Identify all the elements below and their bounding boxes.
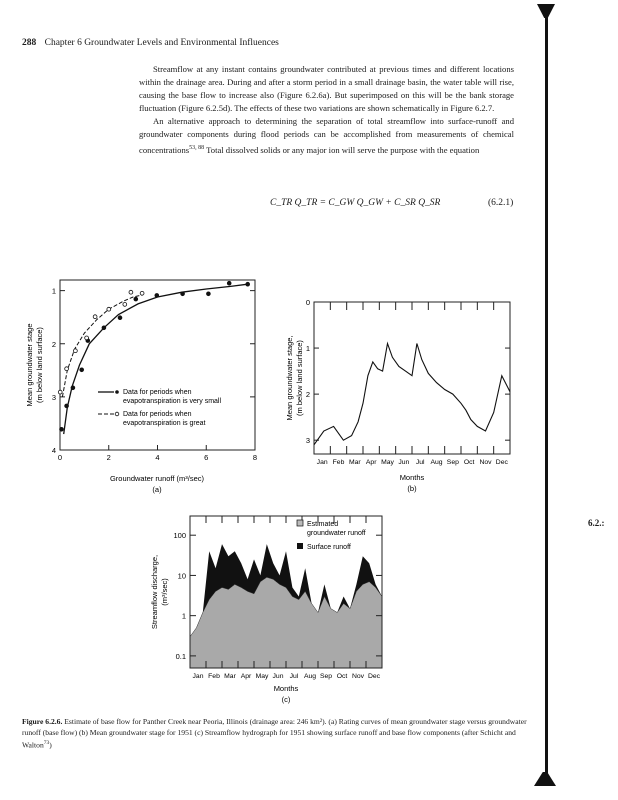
figure-a-ylabel-2: (m below land surface) xyxy=(35,327,44,403)
y-tick-label: 3 xyxy=(305,436,310,446)
month-label: Oct xyxy=(336,673,348,680)
month-label: Jun xyxy=(398,459,410,466)
figure-a-panel-label: (a) xyxy=(152,485,162,494)
month-label: Mar xyxy=(348,459,361,466)
open-data-point xyxy=(129,290,133,294)
month-label: Apr xyxy=(365,459,377,466)
legend-open-dot-icon xyxy=(115,412,119,416)
running-title: Chapter 6 Groundwater Levels and Environmental Influences xyxy=(44,38,279,48)
open-data-point xyxy=(74,349,78,353)
groundwater-runoff-area xyxy=(190,577,382,668)
figure-b-ylabel-2: (m below land surface) xyxy=(295,340,304,416)
caption-ref: 73 xyxy=(43,740,50,746)
filled-data-point xyxy=(65,404,69,408)
figure-a-legend xyxy=(98,389,221,427)
equation xyxy=(270,198,440,208)
y-tick-label: 1 xyxy=(51,286,56,296)
filled-data-point xyxy=(227,281,231,285)
open-data-point xyxy=(85,336,89,340)
figure-b-stage-hydrograph xyxy=(282,294,522,500)
month-label: Feb xyxy=(208,673,220,680)
filled-data-point xyxy=(134,297,138,301)
caption-end: ) xyxy=(49,740,52,750)
month-label: Aug xyxy=(303,673,317,680)
paragraph-2-end: Total dissolved solids or any major ion will serve the purpose with the equation xyxy=(204,144,480,155)
y-tick-label: 4 xyxy=(51,446,56,455)
legend-estimated-label-2: groundwater runoff xyxy=(307,530,366,537)
month-label: Sep xyxy=(446,459,459,466)
legend-filled-dot-icon xyxy=(115,390,119,394)
month-label: Feb xyxy=(332,459,345,466)
figure-c-xlabel: Months xyxy=(273,684,299,693)
x-tick-label: 8 xyxy=(252,453,258,462)
month-label: Jul xyxy=(289,673,299,680)
figure-b-plot-frame xyxy=(314,302,510,454)
month-label: Jul xyxy=(415,459,425,466)
paragraph-2 xyxy=(139,115,514,156)
x-tick-label: 0 xyxy=(57,453,63,462)
open-data-point xyxy=(107,307,111,311)
figure-c-panel-label: (c) xyxy=(281,695,291,704)
figure-b-stage-line xyxy=(314,344,510,445)
citation-refs: 53, 88 xyxy=(189,144,205,151)
figure-a-xlabel: Groundwater runoff (m³/sec) xyxy=(109,474,205,483)
y-tick-label: 2 xyxy=(305,390,310,400)
month-label: Jan xyxy=(192,673,204,680)
figure-caption xyxy=(22,717,542,751)
filled-data-point xyxy=(118,316,122,320)
open-data-point xyxy=(123,303,127,307)
dashed-rating-curve xyxy=(62,295,142,397)
figure-a-points xyxy=(58,281,249,431)
equation-number: (6.2.1) xyxy=(488,198,514,208)
figure-a-rating-curve xyxy=(20,270,270,500)
month-label: Apr xyxy=(240,673,252,680)
legend-solid-label-2: evapotranspiration is very small xyxy=(123,398,222,405)
figure-c-ylabel: Streamflow discharge, xyxy=(150,554,159,630)
filled-data-point xyxy=(181,292,185,296)
legend-estimated-label: Estimated xyxy=(307,521,339,528)
y-tick-label: 3 xyxy=(51,392,56,402)
paragraph-2-text: An alternative approach to determining the separation of total streamflow into surface-runoff and groundwater components during flood periods can be accomplished from measurements of chemical concentrations xyxy=(139,116,514,155)
month-label: Mar xyxy=(224,673,236,680)
figure-a-axes xyxy=(52,287,257,462)
caption-label: Figure 6.2.6. xyxy=(22,717,63,726)
open-data-point xyxy=(65,367,69,371)
x-tick-label: 2 xyxy=(106,453,111,462)
y-tick-label: 100 xyxy=(173,531,186,541)
y-tick-label: 1 xyxy=(305,344,310,354)
month-label: Jun xyxy=(272,673,284,680)
open-data-point xyxy=(58,390,62,394)
body-text xyxy=(139,63,514,157)
month-label: May xyxy=(381,459,394,466)
y-tick-label: 10 xyxy=(177,571,186,581)
month-label: Aug xyxy=(430,459,443,466)
month-label: Oct xyxy=(463,459,475,466)
x-tick-label: 6 xyxy=(204,453,209,462)
month-label: Dec xyxy=(367,673,381,680)
binding-rule xyxy=(545,10,548,780)
figure-c-ylabel-2: (m³/sec) xyxy=(160,578,169,606)
figure-b-axes xyxy=(306,298,510,466)
filled-data-point xyxy=(102,326,106,330)
legend-solid-label: Data for periods when xyxy=(123,389,192,396)
figure-b-panel-label: (b) xyxy=(407,484,417,493)
filled-data-point xyxy=(80,368,84,372)
filled-data-point xyxy=(60,427,64,431)
margin-section-mark: 6.2.: xyxy=(588,518,605,528)
month-label: Nov xyxy=(479,459,492,466)
caption-text: Estimate of base flow for Panther Creek near Peoria, Illinois (drainage area: 246 km²). (a) Rating curves of mean groundwater stage versus groundwater runoff (base flow) (b) Mean groundwater stage for 1951 (c) Streamflow hydrograph for 1951 showing surface runoff and base flow components (after Schicht and Walton xyxy=(22,717,527,750)
month-label: Jan xyxy=(316,459,328,466)
figure-b-ylabel: Mean groundwater stage, xyxy=(285,335,294,421)
month-label: Dec xyxy=(495,459,508,466)
figure-b-xlabel: Months xyxy=(399,473,425,482)
legend-grey-swatch-icon xyxy=(297,520,303,526)
filled-data-point xyxy=(207,292,211,296)
figure-a-ylabel: Mean groundwater stage xyxy=(25,323,34,407)
legend-black-swatch-icon xyxy=(297,543,303,549)
month-label: Nov xyxy=(351,673,365,680)
page-number: 288 xyxy=(22,38,37,48)
filled-data-point xyxy=(246,282,250,286)
open-data-point xyxy=(140,291,144,295)
filled-data-point xyxy=(155,294,159,298)
paragraph-1: Streamflow at any instant contains groundwater contributed at previous times and different locations within the drainage area. During and after a storm period in a small drainage basin, the water table will rise, causing the base flow to increase also (Figure 6.2.6a). But superimposed on this will be the bank storage fluctuation (Figure 6.2.5d). The effects of these two variations are shown schematically in Figure 6.2.7. xyxy=(139,64,514,114)
figure-c-areas xyxy=(190,544,382,668)
legend-dashed-label-2: evapotranspiration is great xyxy=(123,420,206,427)
x-tick-label: 4 xyxy=(155,453,160,462)
legend-dashed-label: Data for periods when xyxy=(123,411,192,418)
open-data-point xyxy=(93,315,97,319)
y-tick-label: 1 xyxy=(181,611,186,621)
y-tick-label: 0.1 xyxy=(175,651,186,661)
equation-text: C_TR Q_TR = C_GW Q_GW + C_SR Q_SR xyxy=(270,198,441,208)
month-label: May xyxy=(255,673,269,680)
filled-data-point xyxy=(71,386,75,390)
month-label: Sep xyxy=(319,673,333,680)
page-header xyxy=(22,38,279,48)
y-tick-label: 2 xyxy=(51,339,56,349)
binding-mark-bottom xyxy=(534,772,556,786)
legend-surface-label: Surface runoff xyxy=(307,544,351,551)
figure-c-legend xyxy=(297,520,366,551)
y-tick-label: 0 xyxy=(305,298,310,307)
figure-c-streamflow-hydrograph xyxy=(145,508,395,710)
